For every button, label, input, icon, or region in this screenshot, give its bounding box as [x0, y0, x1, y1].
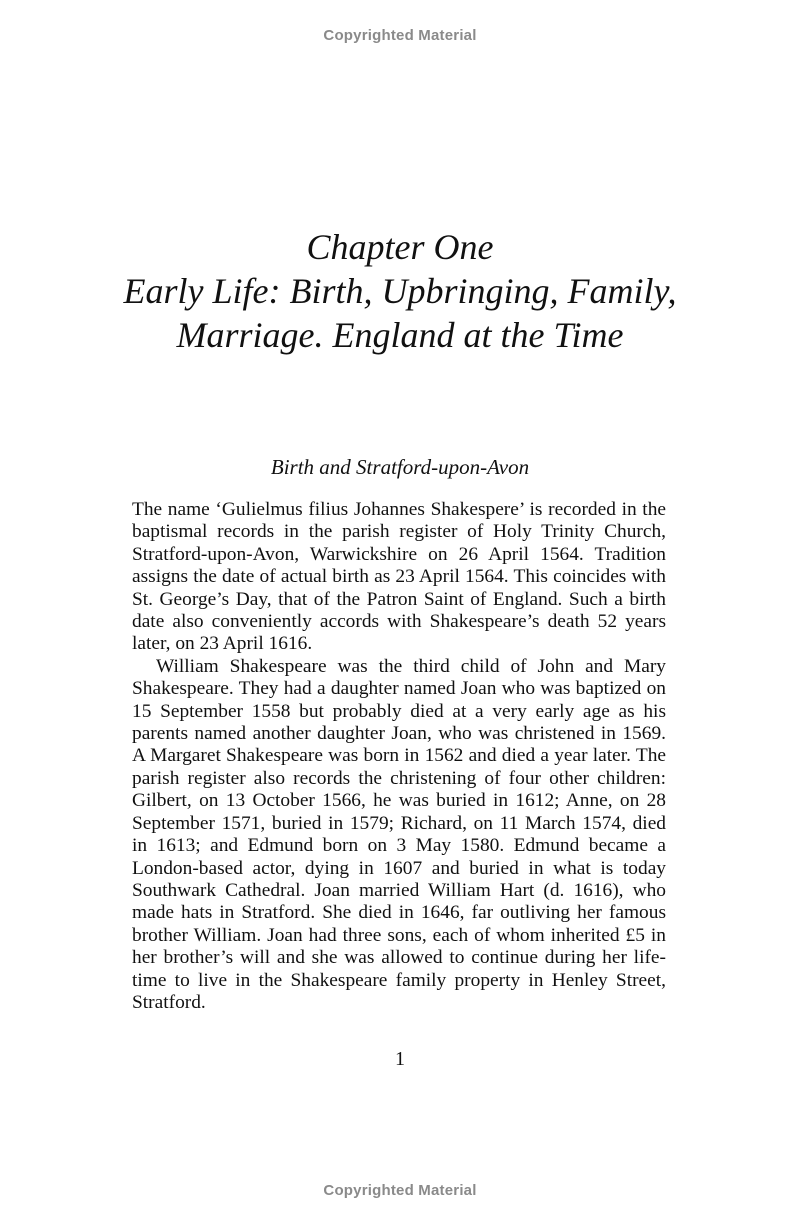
chapter-title-line-2: Marriage. England at the Time [176, 315, 624, 355]
copyright-watermark-top: Copyrighted Material [323, 27, 477, 44]
copyright-watermark-bottom: Copyrighted Material [323, 1182, 477, 1199]
chapter-number: Chapter One [306, 227, 494, 267]
body-text [132, 499, 666, 1014]
paragraph-1: The name ‘Gulielmus filius Johannes Shakespere’ is recorded in the baptismal records in the parish register of Holy Trinity Church, Stratford-upon-Avon, Warwickshire on 26 April 1564. Tradition assigns the date of actual birth as 23 April 1564. This coincides with St. George’s Day, that of the Patron Saint of England. Such a birth date also conveniently accords with Shakespeare’s death 52 years later, on 23 April 1616. [132, 499, 666, 655]
chapter-title-line-1: Early Life: Birth, Upbringing, Family, [123, 271, 677, 311]
section-heading: Birth and Stratford-upon-Avon [270, 455, 530, 479]
paragraph-2: William Shakespeare was the third child of John and Mary Shakespeare. They had a daughter named Joan who was baptized on 15 September 1558 but probably died at a very early age as his parents named another daughter Joan, who was christened in 1569. A Margaret Shakespeare was born in 1562 and died a year later. The parish register also records the christening of four other children: Gilbert, on 13 October 1566, he was buried in 1612; Anne, on 28 September 1571, buried in 1579; Richard, on 11 March 1574, died in 1613; and Edmund born on 3 May 1580. Edmund became a London-based actor, dying in 1607 and buried in what is today Southwark Cathedral. Joan married William Hart (d. 1616), who made hats in Stratford. She died in 1646, far outliving her famous brother William. Joan had three sons, each of whom inherited £5 in her brother’s will and she was allowed to continue during her lifetime to live in the Shakespeare family property in Henley Street, Stratford. [132, 655, 666, 1013]
page-number: 1 [395, 1048, 405, 1070]
chapter-heading [0, 225, 800, 357]
